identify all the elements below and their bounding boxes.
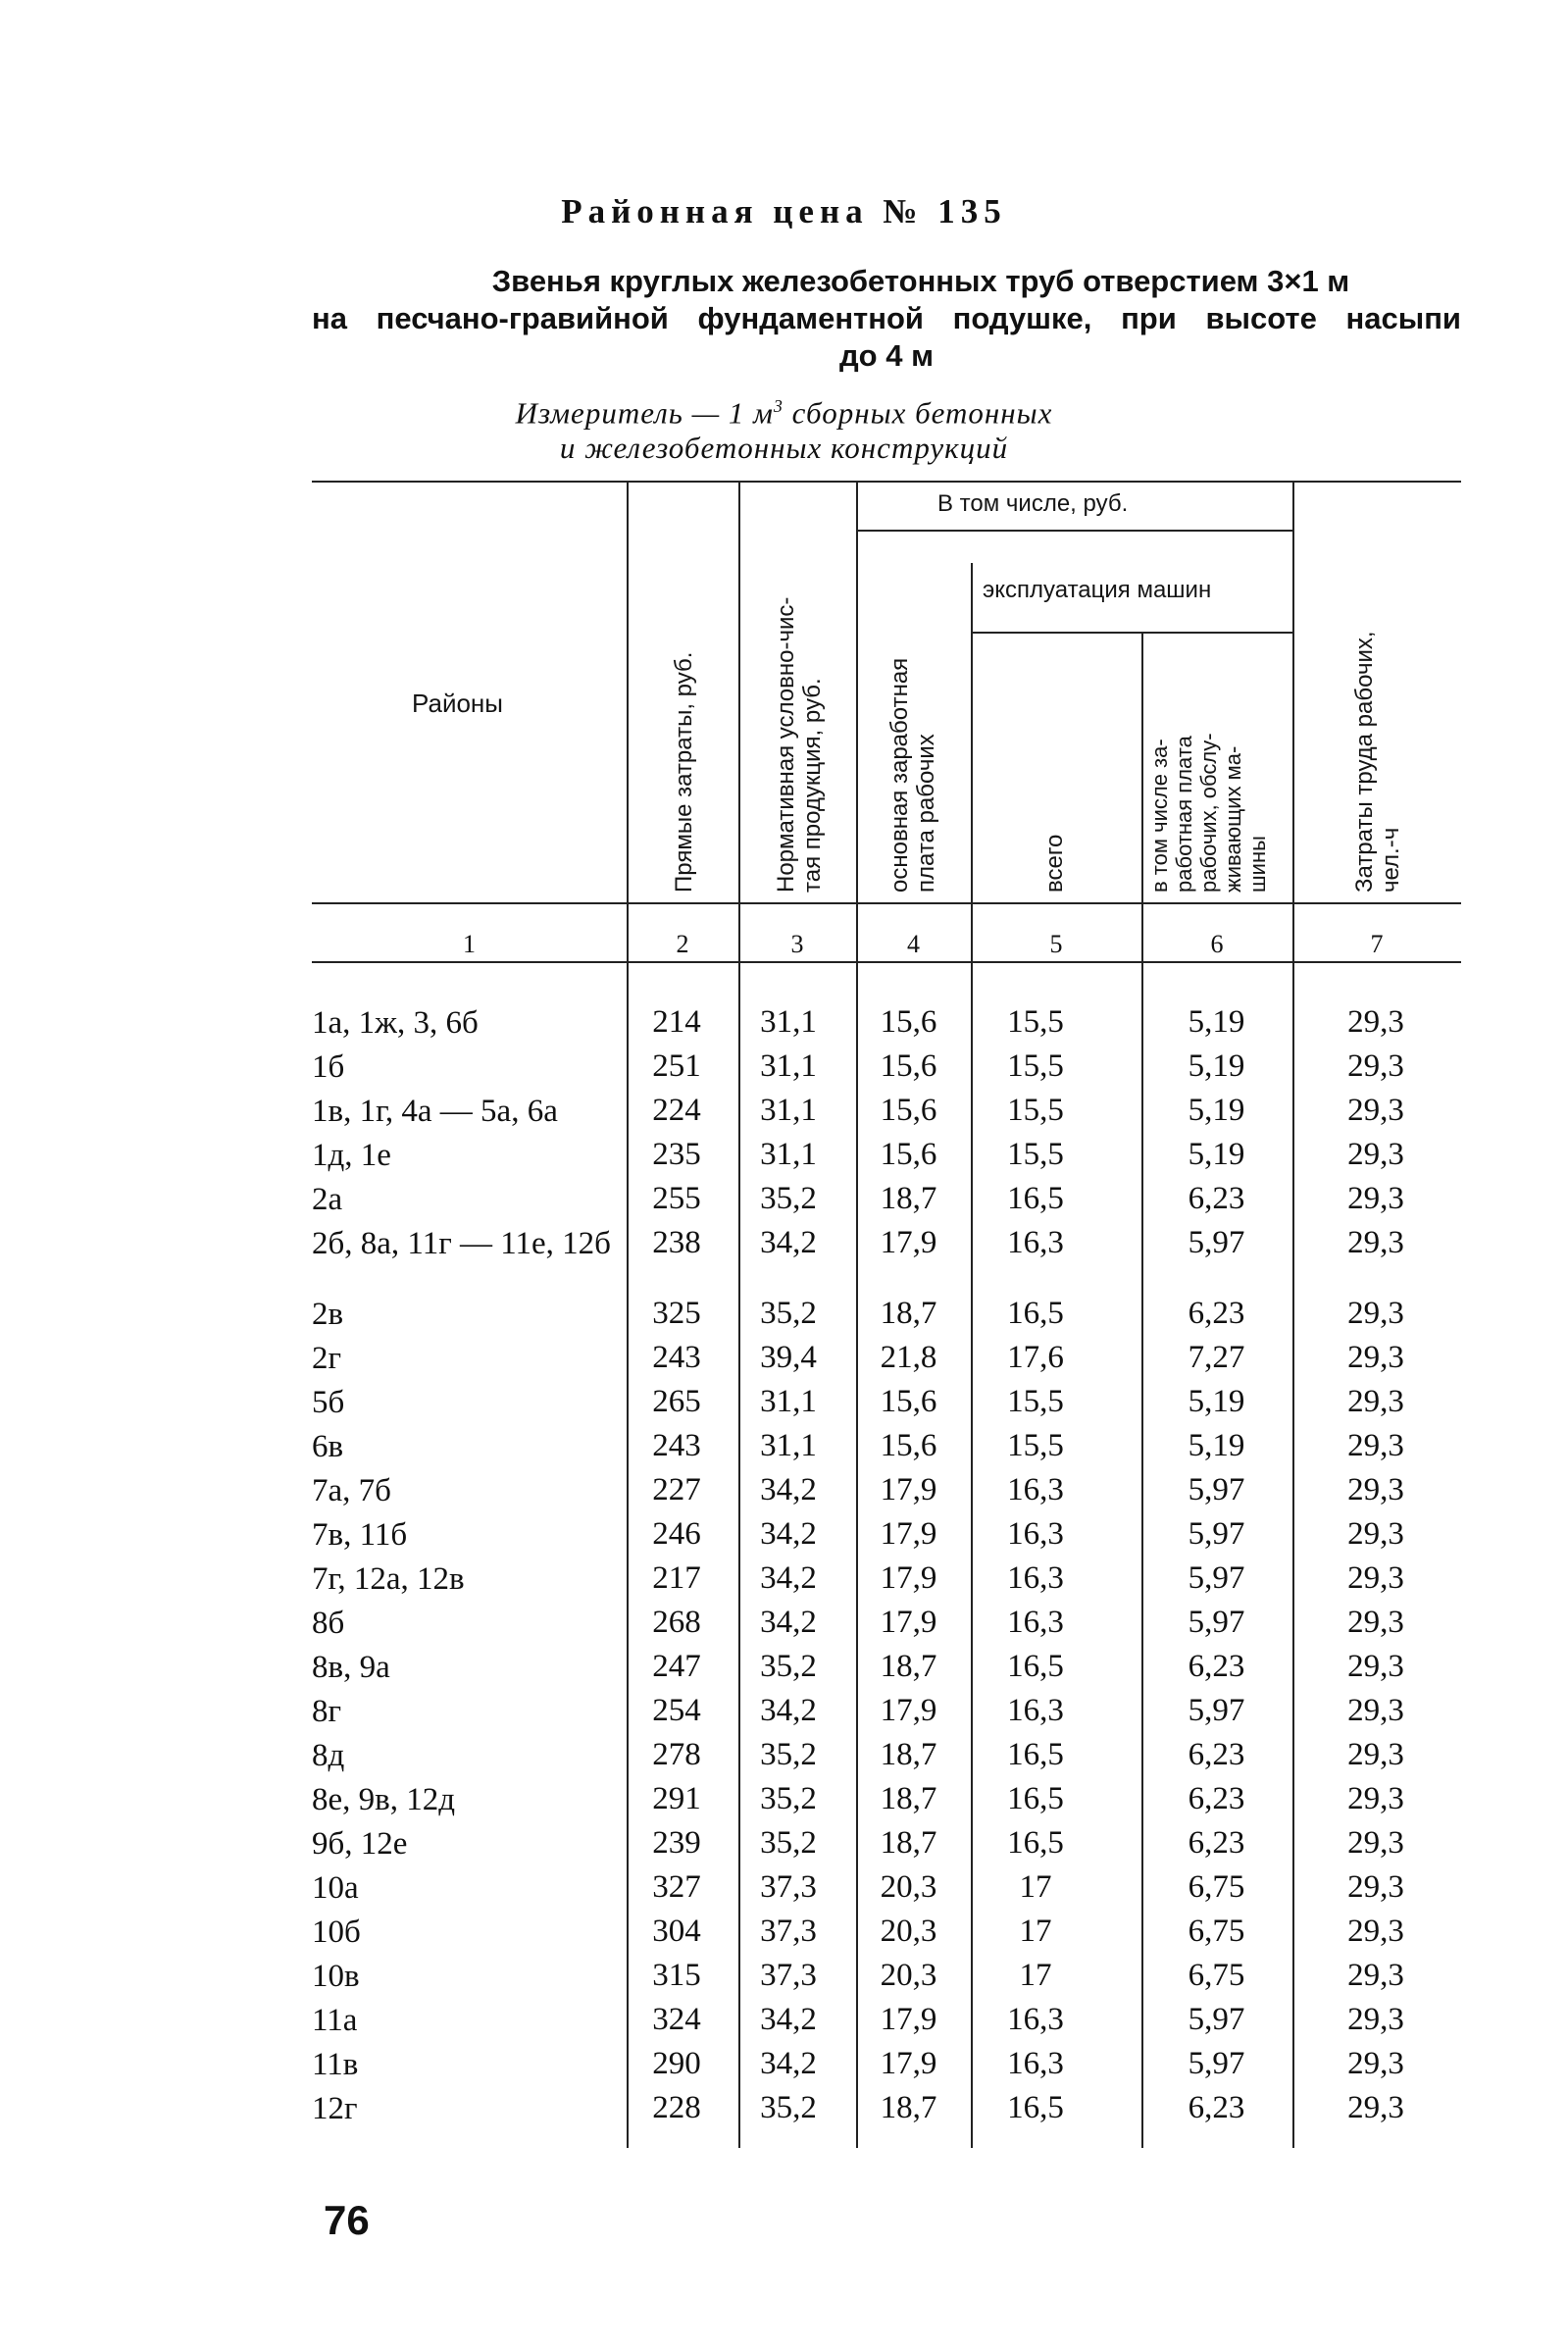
cell-labor: 29,3	[1347, 1093, 1404, 1128]
cell-direct: 214	[652, 1004, 701, 1040]
cell-direct: 251	[652, 1048, 701, 1084]
cell-incl: 5,19	[1188, 1093, 1245, 1128]
cell-region: 11в	[312, 2047, 359, 2082]
header-incl-line-1: в том числе за-	[1147, 739, 1172, 893]
cell-direct: 268	[652, 1605, 701, 1640]
cell-total: 15,5	[1007, 1093, 1064, 1128]
cell-labor: 29,3	[1347, 1137, 1404, 1172]
cell-normative: 37,3	[760, 1914, 817, 1949]
cell-region: 10б	[312, 1915, 361, 1950]
cell-normative: 34,2	[760, 1605, 817, 1640]
table-row	[312, 2086, 1461, 2130]
cell-direct: 265	[652, 1384, 701, 1419]
cell-wage: 21,8	[880, 1340, 937, 1375]
cell-wage: 18,7	[880, 1181, 937, 1216]
cell-normative: 35,2	[760, 1649, 817, 1684]
cell-normative: 39,4	[760, 1340, 817, 1375]
header-labor-costs	[1351, 631, 1404, 893]
cell-direct: 247	[652, 1649, 701, 1684]
cell-labor: 29,3	[1347, 2090, 1404, 2125]
cell-normative: 34,2	[760, 1225, 817, 1260]
table-row	[312, 1733, 1461, 1777]
cell-region: 2б, 8а, 11г — 11е, 12б	[312, 1226, 611, 1261]
cell-normative: 34,2	[760, 2002, 817, 2037]
header-base-wage	[886, 658, 939, 893]
cell-incl: 6,23	[1188, 1781, 1245, 1816]
table-row	[312, 1645, 1461, 1689]
table-row	[312, 1777, 1461, 1821]
cell-total: 16,3	[1007, 1605, 1064, 1640]
header-labor-line-1: Затраты труда рабочих,	[1351, 631, 1378, 893]
table-row	[312, 1045, 1461, 1089]
table-row	[312, 1424, 1461, 1468]
subtitle-line-1: Звенья круглых железобетонных труб отверстием 3×1 м	[491, 264, 1350, 298]
cell-incl: 5,97	[1188, 2046, 1245, 2081]
cell-direct: 238	[652, 1225, 701, 1260]
cell-incl: 5,19	[1188, 1384, 1245, 1419]
table-row	[312, 1133, 1461, 1177]
cell-region: 8г	[312, 1694, 342, 1729]
cell-labor: 29,3	[1347, 1048, 1404, 1084]
cell-incl: 6,23	[1188, 1181, 1245, 1216]
cell-direct: 325	[652, 1296, 701, 1331]
cell-incl: 5,19	[1188, 1428, 1245, 1463]
cell-normative: 37,3	[760, 1869, 817, 1905]
cell-wage: 17,9	[880, 1516, 937, 1552]
cell-incl: 5,97	[1188, 1693, 1245, 1728]
cell-direct: 278	[652, 1737, 701, 1772]
subtitle	[312, 263, 1461, 375]
cell-labor: 29,3	[1347, 2002, 1404, 2037]
cell-wage: 17,9	[880, 2002, 937, 2037]
cell-direct: 228	[652, 2090, 701, 2125]
cell-direct: 243	[652, 1340, 701, 1375]
cell-total: 17	[1019, 1914, 1052, 1949]
cell-incl: 6,75	[1188, 1914, 1245, 1949]
table-row	[312, 1821, 1461, 1865]
cell-incl: 6,23	[1188, 1825, 1245, 1861]
cell-incl: 5,97	[1188, 1516, 1245, 1552]
header-bottom-rule	[312, 902, 1461, 904]
cell-incl: 5,19	[1188, 1004, 1245, 1040]
cell-direct: 327	[652, 1869, 701, 1905]
cell-wage: 15,6	[880, 1004, 937, 1040]
subtitle-line-3: до 4 м	[838, 338, 934, 373]
cell-direct: 217	[652, 1560, 701, 1596]
cell-normative: 35,2	[760, 2090, 817, 2125]
cell-wage: 17,9	[880, 1225, 937, 1260]
cell-region: 11а	[312, 2003, 358, 2038]
header-incl-line-5: шины	[1245, 836, 1270, 893]
cell-total: 15,5	[1007, 1004, 1064, 1040]
cell-region: 8б	[312, 1606, 345, 1641]
table-row	[312, 1468, 1461, 1512]
cell-total: 16,5	[1007, 1737, 1064, 1772]
cell-labor: 29,3	[1347, 1560, 1404, 1596]
cell-labor: 29,3	[1347, 1181, 1404, 1216]
cell-wage: 15,6	[880, 1384, 937, 1419]
table-body	[312, 1000, 1461, 2130]
cell-incl: 5,19	[1188, 1137, 1245, 1172]
cell-labor: 29,3	[1347, 1958, 1404, 1993]
cell-total: 17	[1019, 1869, 1052, 1905]
page-number: 76	[324, 2197, 370, 2243]
cell-normative: 31,1	[760, 1428, 817, 1463]
cell-labor: 29,3	[1347, 1340, 1404, 1375]
cell-labor: 29,3	[1347, 2046, 1404, 2081]
cell-direct: 224	[652, 1093, 701, 1128]
cell-normative: 34,2	[760, 1693, 817, 1728]
cell-normative: 31,1	[760, 1384, 817, 1419]
measure-superscript: 3	[773, 396, 784, 416]
cell-direct: 246	[652, 1516, 701, 1552]
cell-total: 16,3	[1007, 1560, 1064, 1596]
cell-labor: 29,3	[1347, 1693, 1404, 1728]
measure-unit	[0, 388, 1568, 466]
page-title: Районная цена № 135	[561, 192, 1007, 230]
cell-normative: 35,2	[760, 1181, 817, 1216]
cell-normative: 35,2	[760, 1737, 817, 1772]
table-row	[312, 1998, 1461, 2042]
table-row	[312, 1380, 1461, 1424]
measure-line-1	[0, 388, 1568, 431]
cell-incl: 5,97	[1188, 1560, 1245, 1596]
column-number-2: 2	[676, 930, 689, 958]
table-row	[312, 1336, 1461, 1380]
cell-wage: 18,7	[880, 1649, 937, 1684]
cell-incl: 5,97	[1188, 2002, 1245, 2037]
cell-direct: 304	[652, 1914, 701, 1949]
measure-line-2: и железобетонных конструкций	[559, 431, 1009, 466]
cell-labor: 29,3	[1347, 1004, 1404, 1040]
subtitle-line-2: на песчано-гравийной фундаментной подушке, при высоте насыпи	[312, 301, 1461, 335]
cell-labor: 29,3	[1347, 1825, 1404, 1861]
column-number-3: 3	[790, 930, 804, 958]
cell-incl: 6,23	[1188, 1296, 1245, 1331]
cell-incl: 6,75	[1188, 1869, 1245, 1905]
cell-incl: 5,97	[1188, 1605, 1245, 1640]
cell-region: 6в	[312, 1429, 344, 1464]
cell-region: 2г	[312, 1341, 342, 1376]
header-normative-output	[773, 597, 826, 893]
cell-wage: 20,3	[880, 1914, 937, 1949]
cell-wage: 20,3	[880, 1958, 937, 1993]
cell-wage: 15,6	[880, 1048, 937, 1084]
cell-total: 15,5	[1007, 1048, 1064, 1084]
cell-direct: 243	[652, 1428, 701, 1463]
cell-total: 16,5	[1007, 1296, 1064, 1331]
cell-normative: 35,2	[760, 1781, 817, 1816]
cell-labor: 29,3	[1347, 1384, 1404, 1419]
cell-incl: 7,27	[1188, 1340, 1245, 1375]
cell-wage: 17,9	[880, 2046, 937, 2081]
cell-incl: 5,97	[1188, 1225, 1245, 1260]
cell-region: 2в	[312, 1297, 344, 1332]
cell-incl: 6,23	[1188, 2090, 1245, 2125]
cell-wage: 15,6	[880, 1428, 937, 1463]
cell-wage: 17,9	[880, 1472, 937, 1507]
cell-labor: 29,3	[1347, 1649, 1404, 1684]
cell-region: 10в	[312, 1959, 360, 1994]
measure-suffix: сборных бетонных	[783, 395, 1053, 431]
cell-incl: 6,75	[1188, 1958, 1245, 1993]
header-total: всего	[1041, 834, 1068, 893]
cell-region: 5б	[312, 1385, 345, 1420]
cell-total: 16,3	[1007, 1693, 1064, 1728]
cell-region: 9б, 12е	[312, 1826, 408, 1862]
cell-wage: 18,7	[880, 2090, 937, 2125]
header-normative-line-2: тая продукция, руб.	[799, 678, 826, 893]
header-normative-line-1: Нормативная условно-чис-	[773, 596, 799, 893]
cell-region: 7г, 12а, 12в	[312, 1561, 465, 1597]
cell-total: 17,6	[1007, 1340, 1064, 1375]
cell-labor: 29,3	[1347, 1516, 1404, 1552]
subheader-rule-machines	[971, 632, 1292, 634]
cell-direct: 227	[652, 1472, 701, 1507]
cell-wage: 17,9	[880, 1560, 937, 1596]
measure-prefix: Измеритель — 1 м	[515, 395, 774, 431]
table-row	[312, 1910, 1461, 1954]
cell-region: 1б	[312, 1049, 345, 1085]
table-row	[312, 2042, 1461, 2086]
table-row	[312, 1954, 1461, 1998]
cell-direct: 254	[652, 1693, 701, 1728]
cell-incl: 6,23	[1188, 1737, 1245, 1772]
cell-normative: 31,1	[760, 1093, 817, 1128]
cell-normative: 34,2	[760, 1472, 817, 1507]
cell-wage: 17,9	[880, 1605, 937, 1640]
cell-wage: 15,6	[880, 1137, 937, 1172]
column-number-1: 1	[463, 930, 476, 958]
cell-total: 16,3	[1007, 2046, 1064, 2081]
cell-normative: 35,2	[760, 1296, 817, 1331]
cell-total: 16,5	[1007, 1181, 1064, 1216]
cell-wage: 18,7	[880, 1737, 937, 1772]
cell-wage: 18,7	[880, 1825, 937, 1861]
cell-region: 7в, 11б	[312, 1517, 408, 1553]
cell-total: 16,5	[1007, 2090, 1064, 2125]
cell-labor: 29,3	[1347, 1605, 1404, 1640]
cell-normative: 31,1	[760, 1048, 817, 1084]
subheader-rule-including	[856, 530, 1292, 532]
cell-wage: 18,7	[880, 1296, 937, 1331]
cell-wage: 18,7	[880, 1781, 937, 1816]
cell-region: 7а, 7б	[312, 1473, 391, 1508]
cell-labor: 29,3	[1347, 1781, 1404, 1816]
header-base-wage-line-2: плата рабочих	[913, 734, 939, 893]
cell-total: 16,3	[1007, 2002, 1064, 2037]
table-row	[312, 1221, 1461, 1292]
cell-labor: 29,3	[1347, 1869, 1404, 1905]
cell-direct: 239	[652, 1825, 701, 1861]
cell-total: 16,3	[1007, 1225, 1064, 1260]
column-number-4: 4	[907, 930, 920, 958]
cell-region: 8е, 9в, 12д	[312, 1782, 456, 1817]
header-including: В том числе, руб.	[937, 490, 1129, 517]
cell-region: 1д, 1е	[312, 1138, 391, 1173]
table-row	[312, 1689, 1461, 1733]
table-row	[312, 1292, 1461, 1336]
header-incl-line-4: живающих ма-	[1221, 745, 1245, 893]
cell-normative: 34,2	[760, 2046, 817, 2081]
table-row	[312, 1557, 1461, 1601]
cell-direct: 291	[652, 1781, 701, 1816]
cell-direct: 255	[652, 1181, 701, 1216]
cell-normative: 35,2	[760, 1825, 817, 1861]
cell-wage: 15,6	[880, 1093, 937, 1128]
header-machine-operation: эксплуатация машин	[983, 577, 1212, 603]
cell-total: 16,5	[1007, 1825, 1064, 1861]
cell-direct: 290	[652, 2046, 701, 2081]
cell-region: 1а, 1ж, 3, 6б	[312, 1005, 479, 1041]
column-number-5: 5	[1049, 930, 1063, 958]
table-row	[312, 1089, 1461, 1133]
cell-region: 2а	[312, 1182, 343, 1217]
table-top-rule	[312, 481, 1461, 483]
header-incl-line-2: работная плата	[1172, 736, 1196, 893]
cell-direct: 324	[652, 2002, 701, 2037]
cell-total: 15,5	[1007, 1137, 1064, 1172]
cell-total: 15,5	[1007, 1384, 1064, 1419]
cell-labor: 29,3	[1347, 1225, 1404, 1260]
cell-labor: 29,3	[1347, 1428, 1404, 1463]
cell-region: 1в, 1г, 4а — 5а, 6а	[312, 1094, 558, 1129]
cell-labor: 29,3	[1347, 1472, 1404, 1507]
table-row	[312, 1512, 1461, 1557]
cell-direct: 315	[652, 1958, 701, 1993]
table-row	[312, 1177, 1461, 1221]
header-incl-line-3: рабочих, обслу-	[1196, 733, 1221, 893]
cell-normative: 37,3	[760, 1958, 817, 1993]
cell-region: 8д	[312, 1738, 345, 1773]
cell-region: 10а	[312, 1870, 359, 1906]
cell-incl: 5,97	[1188, 1472, 1245, 1507]
cell-total: 16,3	[1007, 1472, 1064, 1507]
cell-normative: 34,2	[760, 1560, 817, 1596]
cell-normative: 31,1	[760, 1137, 817, 1172]
cell-total: 16,5	[1007, 1649, 1064, 1684]
header-direct-costs: Прямые затраты, руб.	[671, 651, 697, 893]
cell-normative: 31,1	[760, 1004, 817, 1040]
header-incl-wage-machinists	[1147, 733, 1270, 893]
header-regions: Районы	[412, 689, 503, 718]
cell-labor: 29,3	[1347, 1737, 1404, 1772]
cell-wage: 20,3	[880, 1869, 937, 1905]
cell-labor: 29,3	[1347, 1914, 1404, 1949]
cell-direct: 235	[652, 1137, 701, 1172]
cell-total: 17	[1019, 1958, 1052, 1993]
column-number-7: 7	[1370, 930, 1384, 958]
table-row	[312, 1601, 1461, 1645]
column-numbers-rule	[312, 961, 1461, 963]
cell-wage: 17,9	[880, 1693, 937, 1728]
cell-labor: 29,3	[1347, 1296, 1404, 1331]
cell-total: 16,5	[1007, 1781, 1064, 1816]
cell-region: 8в, 9а	[312, 1650, 390, 1685]
cell-total: 16,3	[1007, 1516, 1064, 1552]
column-number-6: 6	[1210, 930, 1224, 958]
cell-total: 15,5	[1007, 1428, 1064, 1463]
cell-incl: 6,23	[1188, 1649, 1245, 1684]
cell-region: 12г	[312, 2091, 358, 2126]
cell-incl: 5,19	[1188, 1048, 1245, 1084]
table-row	[312, 1000, 1461, 1045]
table-row	[312, 1865, 1461, 1910]
header-base-wage-line-1: основная заработная	[886, 657, 913, 893]
cell-normative: 34,2	[760, 1516, 817, 1552]
header-labor-line-2: чел.-ч	[1378, 827, 1404, 893]
